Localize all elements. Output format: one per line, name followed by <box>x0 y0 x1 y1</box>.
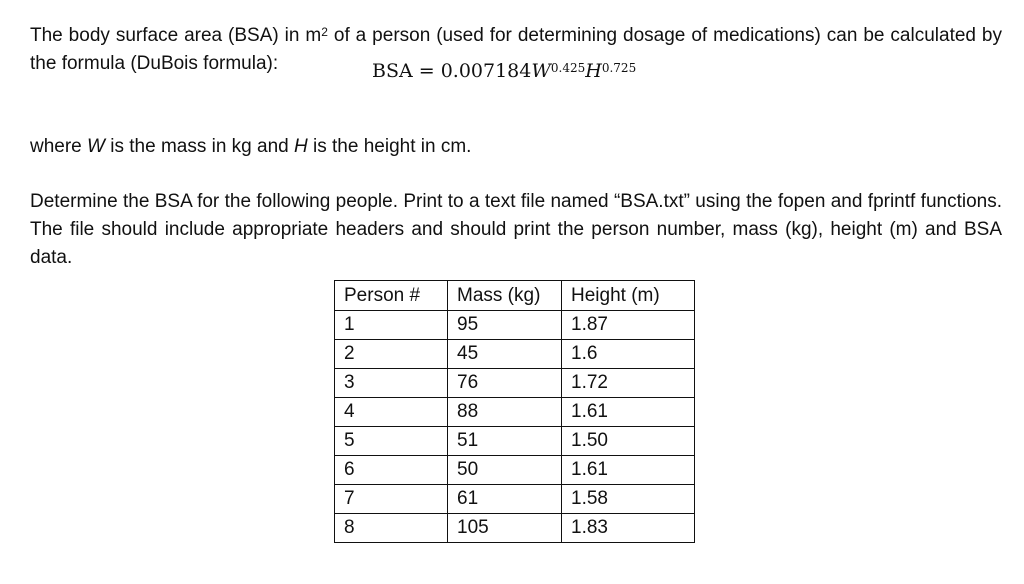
definitions-text-3: is the height in cm. <box>307 136 472 157</box>
cell-person-number: 7 <box>335 485 448 514</box>
definitions-paragraph <box>30 133 1002 161</box>
table-row <box>335 485 695 514</box>
intro-text-before: The body surface area (BSA) in m <box>30 25 322 46</box>
formula-var-h: H <box>585 60 602 82</box>
unit-exponent: 2 <box>321 25 328 39</box>
intro-text-after: of a person (used for determining dosage of medications) can be calculated by the formula (DuBois formula): <box>30 25 1002 74</box>
cell-height: 1.58 <box>562 485 695 514</box>
formula-lhs: BSA <box>372 60 413 82</box>
definitions-var-w: W <box>87 136 105 157</box>
table-row <box>335 311 695 340</box>
cell-mass: 51 <box>448 427 562 456</box>
cell-mass: 76 <box>448 369 562 398</box>
header-person-number: Person # <box>335 281 448 311</box>
table-header-row <box>335 281 695 311</box>
cell-height: 1.61 <box>562 398 695 427</box>
cell-mass: 105 <box>448 514 562 543</box>
cell-person-number: 1 <box>335 311 448 340</box>
cell-height: 1.87 <box>562 311 695 340</box>
cell-height: 1.83 <box>562 514 695 543</box>
formula-equals: = <box>412 60 441 82</box>
people-data-table <box>334 280 695 543</box>
cell-height: 1.6 <box>562 340 695 369</box>
cell-mass: 95 <box>448 311 562 340</box>
table-row <box>335 340 695 369</box>
cell-height: 1.50 <box>562 427 695 456</box>
cell-mass: 45 <box>448 340 562 369</box>
header-height: Height (m) <box>562 281 695 311</box>
cell-mass: 88 <box>448 398 562 427</box>
cell-mass: 50 <box>448 456 562 485</box>
table-row <box>335 398 695 427</box>
table-row <box>335 427 695 456</box>
cell-height: 1.72 <box>562 369 695 398</box>
cell-person-number: 6 <box>335 456 448 485</box>
formula-var-w: W <box>531 60 551 82</box>
dubois-formula <box>372 57 636 85</box>
cell-mass: 61 <box>448 485 562 514</box>
formula-coefficient: 0.007184 <box>440 60 532 82</box>
table-row <box>335 369 695 398</box>
table-row <box>335 456 695 485</box>
cell-person-number: 5 <box>335 427 448 456</box>
cell-person-number: 3 <box>335 369 448 398</box>
header-mass: Mass (kg) <box>448 281 562 311</box>
definitions-text-2: is the mass in kg and <box>104 136 295 157</box>
cell-person-number: 8 <box>335 514 448 543</box>
formula-exp-h: 0.725 <box>601 61 637 75</box>
cell-person-number: 4 <box>335 398 448 427</box>
formula-exp-w: 0.425 <box>550 61 586 75</box>
table-row <box>335 514 695 543</box>
definitions-text-1: where <box>30 136 88 157</box>
cell-person-number: 2 <box>335 340 448 369</box>
instructions-paragraph: Determine the BSA for the following people. Print to a text file named “BSA.txt” using the fopen and fprintf functions. The file should include appropriate headers and should print the person number, mass (kg), height (m) and BSA data. <box>30 191 1002 268</box>
cell-height: 1.61 <box>562 456 695 485</box>
definitions-var-h: H <box>294 136 308 157</box>
